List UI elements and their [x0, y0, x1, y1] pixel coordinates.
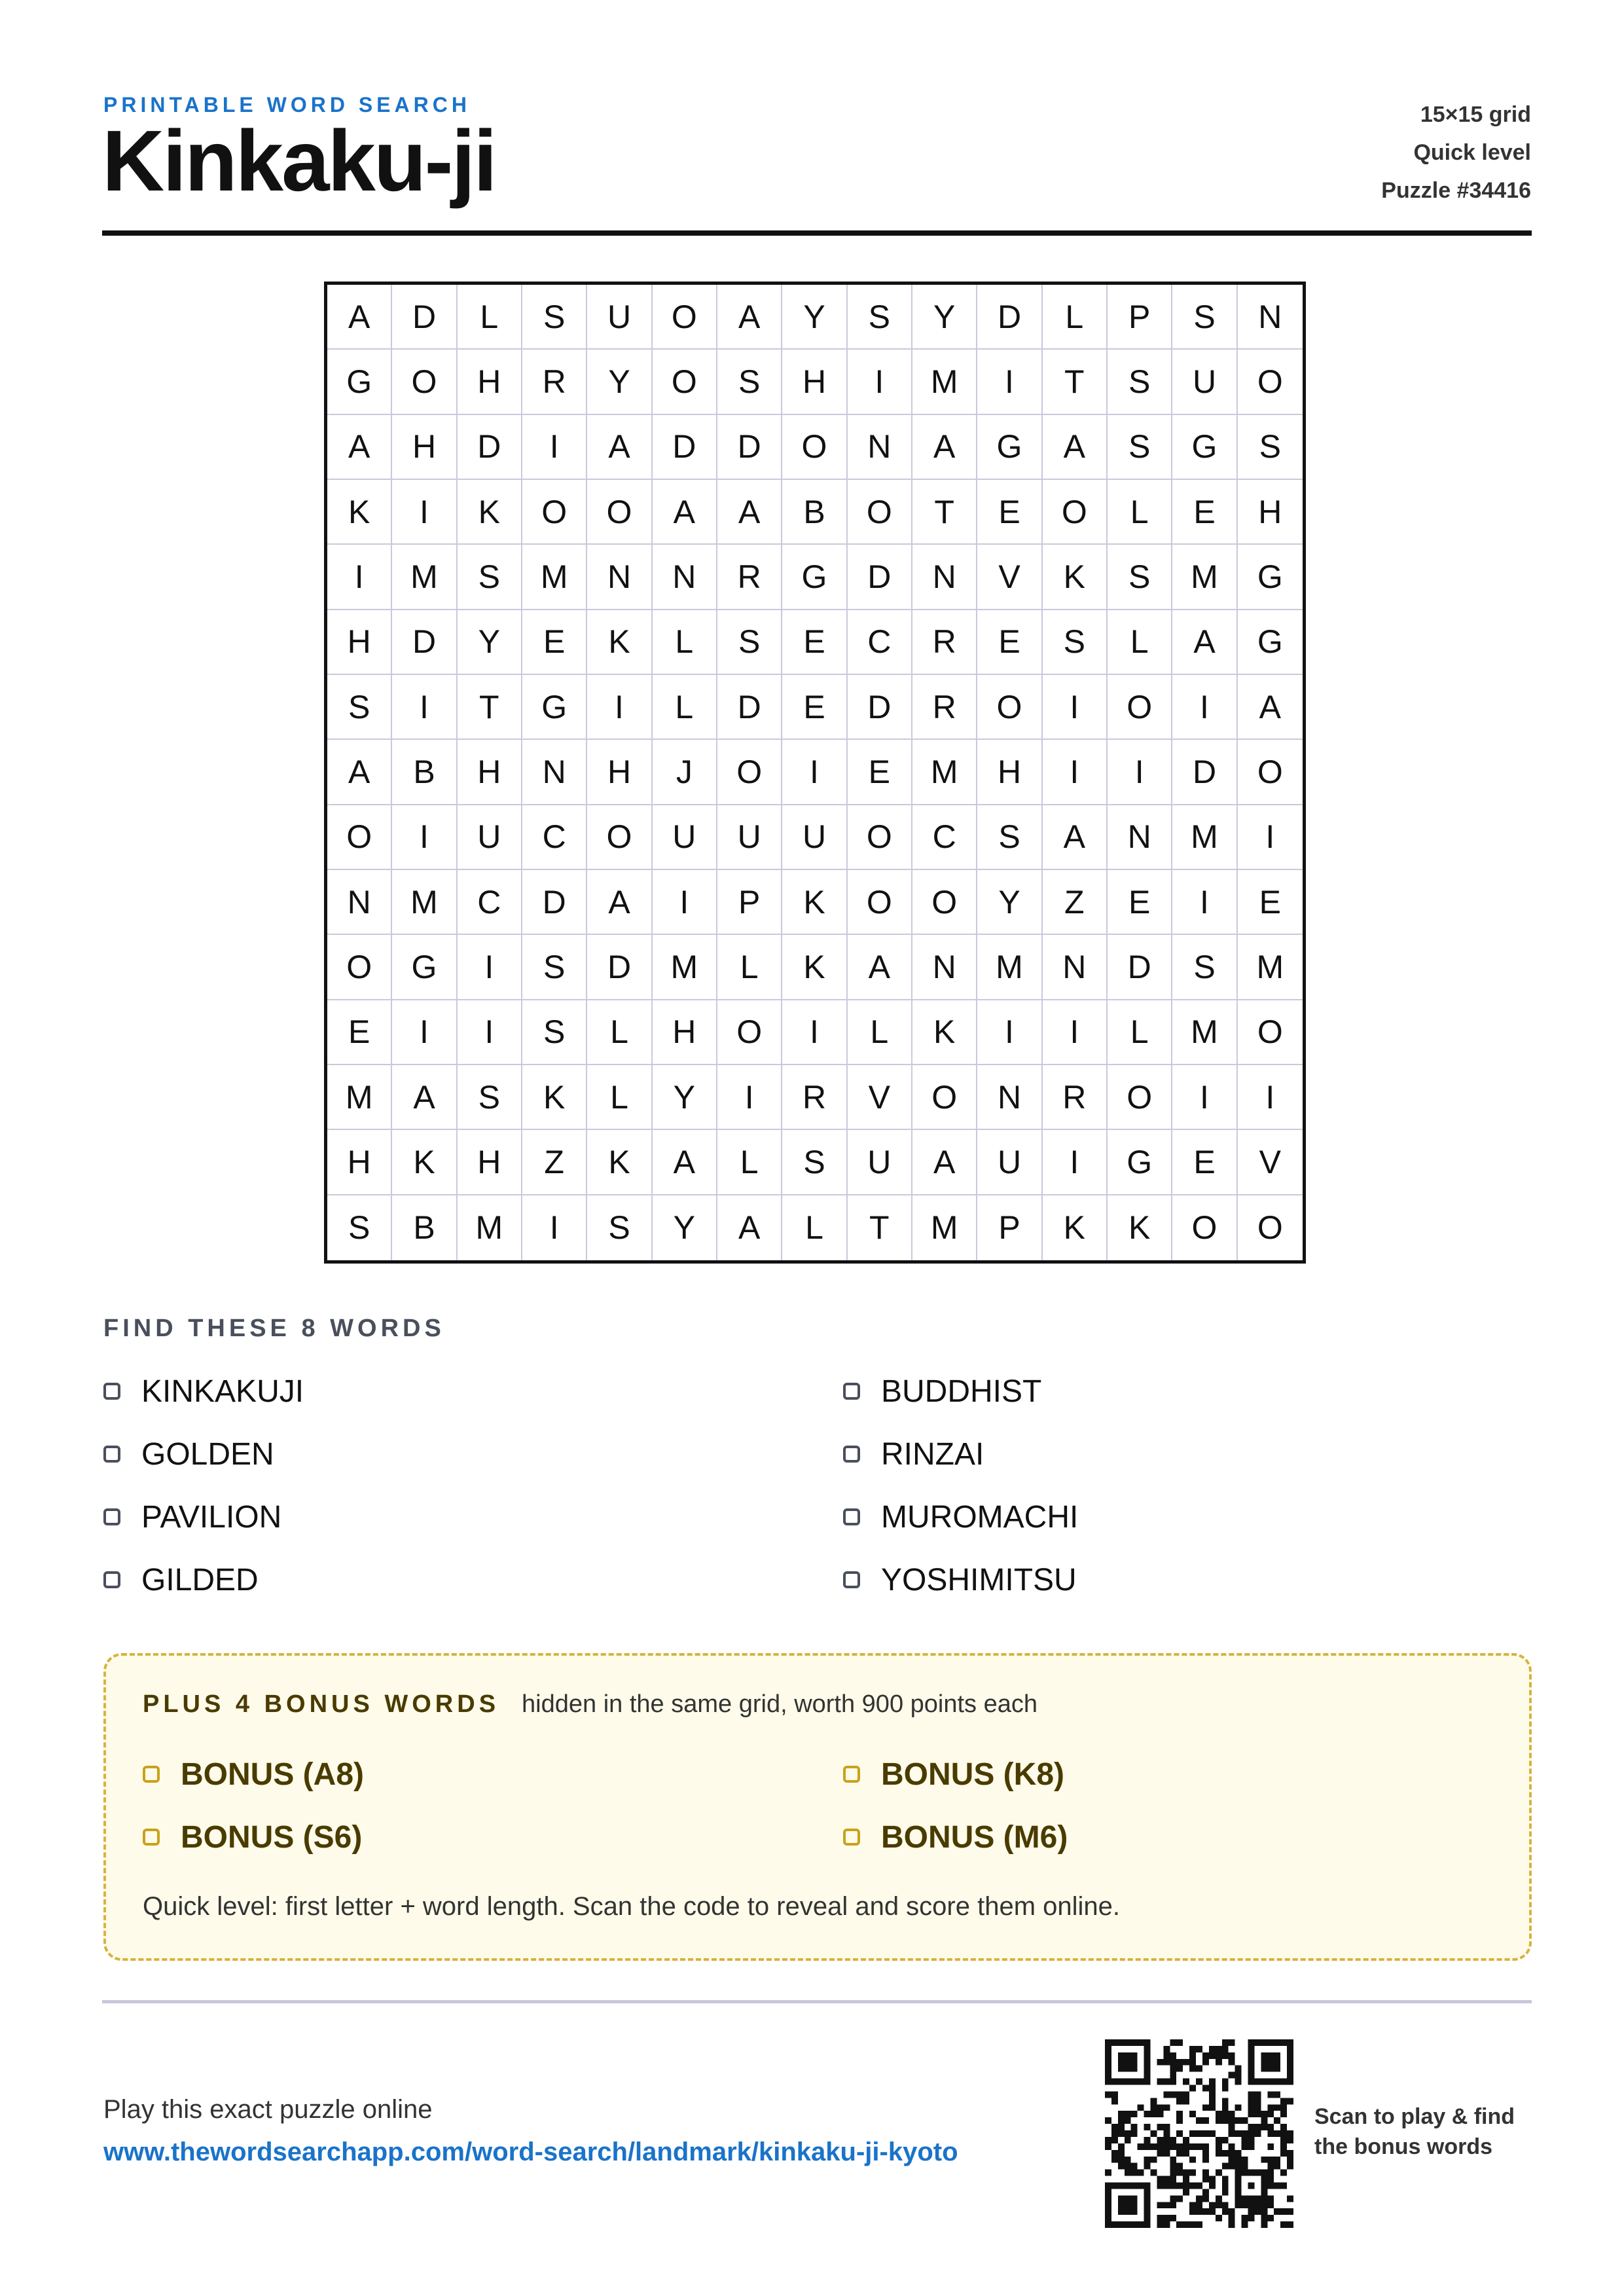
grid-cell[interactable]: M	[1238, 935, 1303, 1000]
grid-cell[interactable]: H	[392, 415, 457, 480]
grid-cell[interactable]: C	[912, 805, 977, 870]
grid-cell[interactable]: O	[848, 480, 912, 545]
grid-cell[interactable]: I	[458, 1000, 522, 1065]
word-item[interactable]	[103, 1497, 843, 1537]
grid-cell[interactable]: O	[653, 350, 717, 414]
grid-cell[interactable]: I	[653, 870, 717, 935]
grid-cell[interactable]: E	[327, 1000, 392, 1065]
grid-cell[interactable]: I	[977, 350, 1042, 414]
grid-cell[interactable]: V	[1238, 1130, 1303, 1195]
grid-cell[interactable]: O	[327, 935, 392, 1000]
grid-cell[interactable]: M	[392, 870, 457, 935]
grid-cell[interactable]: L	[587, 1065, 652, 1130]
puzzle-number: Puzzle #34416	[1381, 178, 1531, 203]
grid-cell[interactable]: I	[1172, 1065, 1237, 1130]
scan-caption-line-1: Scan to play & find	[1314, 2104, 1515, 2129]
grid-cell[interactable]: O	[1043, 480, 1108, 545]
grid-cell[interactable]: A	[1043, 805, 1108, 870]
grid-cell[interactable]: S	[1108, 415, 1172, 480]
grid-cell[interactable]: C	[848, 610, 912, 675]
grid-cell[interactable]: N	[848, 415, 912, 480]
bonus-word-text: BONUS (S6)	[181, 1819, 363, 1855]
word-item[interactable]	[103, 1372, 843, 1411]
page-kicker: PRINTABLE WORD SEARCH	[103, 93, 471, 117]
grid-cell[interactable]: A	[912, 415, 977, 480]
grid-cell[interactable]: I	[1172, 870, 1237, 935]
grid-cell[interactable]: A	[1172, 610, 1237, 675]
grid-cell[interactable]: D	[1108, 935, 1172, 1000]
word-item[interactable]	[843, 1434, 1533, 1474]
grid-cell[interactable]: L	[848, 1000, 912, 1065]
grid-cell[interactable]: H	[327, 610, 392, 675]
grid-cell[interactable]: O	[1238, 740, 1303, 805]
grid-cell[interactable]: O	[912, 870, 977, 935]
grid-cell[interactable]: A	[392, 1065, 457, 1130]
grid-cell[interactable]: A	[653, 480, 717, 545]
grid-cell[interactable]: I	[1043, 675, 1108, 740]
grid-cell[interactable]: S	[458, 545, 522, 610]
grid-cell[interactable]: S	[522, 285, 587, 350]
word-text: GILDED	[141, 1562, 259, 1597]
grid-cell[interactable]: G	[977, 415, 1042, 480]
grid-cell[interactable]: D	[587, 935, 652, 1000]
grid-cell[interactable]: U	[977, 1130, 1042, 1195]
grid-cell[interactable]: D	[848, 675, 912, 740]
grid-cell[interactable]: O	[1172, 1195, 1237, 1260]
word-text: MUROMACHI	[881, 1499, 1079, 1535]
bonus-header	[143, 1690, 1038, 1719]
checkbox-icon[interactable]	[843, 1383, 860, 1400]
grid-cell[interactable]: Y	[653, 1065, 717, 1130]
grid-cell[interactable]: D	[848, 545, 912, 610]
grid-cell[interactable]: S	[327, 675, 392, 740]
word-text: RINZAI	[881, 1436, 984, 1472]
grid-cell[interactable]: J	[653, 740, 717, 805]
checkbox-icon[interactable]	[143, 1829, 160, 1846]
play-online-label: Play this exact puzzle online	[103, 2095, 433, 2124]
checkbox-icon[interactable]	[103, 1508, 120, 1525]
checkbox-icon[interactable]	[103, 1383, 120, 1400]
bonus-word-text: BONUS (K8)	[881, 1757, 1065, 1792]
grid-cell[interactable]: N	[522, 740, 587, 805]
grid-cell[interactable]: A	[912, 1130, 977, 1195]
grid-cell[interactable]: G	[522, 675, 587, 740]
grid-cell[interactable]: M	[1172, 1000, 1237, 1065]
grid-cell[interactable]: A	[327, 740, 392, 805]
grid-cell[interactable]: S	[977, 805, 1042, 870]
grid-cell[interactable]: N	[912, 935, 977, 1000]
grid-cell[interactable]: U	[458, 805, 522, 870]
grid-cell[interactable]: R	[782, 1065, 847, 1130]
word-item[interactable]	[843, 1560, 1533, 1599]
grid-cell[interactable]: O	[1257, 1209, 1283, 1247]
grid-cell[interactable]: H	[977, 740, 1042, 805]
grid-cell[interactable]: O	[587, 805, 652, 870]
word-text: PAVILION	[141, 1499, 282, 1535]
grid-cell[interactable]: M	[1172, 805, 1237, 870]
bonus-word-item[interactable]	[843, 1817, 1504, 1857]
grid-cell[interactable]: Z	[522, 1130, 587, 1195]
grid-cell[interactable]: L	[1108, 1000, 1172, 1065]
grid-cell[interactable]: H	[587, 740, 652, 805]
letter-grid	[324, 282, 1306, 1264]
checkbox-icon[interactable]	[843, 1508, 860, 1525]
word-text: GOLDEN	[141, 1436, 274, 1472]
grid-cell[interactable]: L	[653, 610, 717, 675]
grid-cell[interactable]: G	[327, 350, 392, 414]
grid-cell[interactable]: H	[458, 1130, 522, 1195]
grid-cell[interactable]: Y	[912, 285, 977, 350]
grid-cell[interactable]: I	[1043, 740, 1108, 805]
word-item[interactable]	[103, 1560, 843, 1599]
grid-cell[interactable]: L	[717, 935, 782, 1000]
grid-cell[interactable]: A	[1238, 675, 1303, 740]
grid-cell[interactable]: R	[522, 350, 587, 414]
grid-cell[interactable]: E	[782, 675, 847, 740]
grid-cell[interactable]: K	[458, 480, 522, 545]
grid-cell[interactable]: I	[1172, 675, 1237, 740]
grid-cell[interactable]: D	[392, 610, 457, 675]
grid-cell[interactable]: D	[392, 285, 457, 350]
checkbox-icon[interactable]	[103, 1571, 120, 1588]
grid-cell[interactable]: G	[1172, 415, 1237, 480]
scan-caption-line-2: the bonus words	[1314, 2134, 1492, 2159]
word-text: KINKAKUJI	[141, 1374, 304, 1409]
grid-cell[interactable]: G	[392, 935, 457, 1000]
grid-cell[interactable]: U	[587, 285, 652, 350]
grid-cell[interactable]: A	[653, 1130, 717, 1195]
grid-cell[interactable]: E	[1108, 870, 1172, 935]
grid-cell[interactable]: K	[587, 610, 652, 675]
grid-cell[interactable]: O	[1108, 1065, 1172, 1130]
grid-cell[interactable]: S	[522, 1000, 587, 1065]
word-list-heading: FIND THESE 8 WORDS	[103, 1315, 445, 1342]
grid-cell[interactable]: R	[912, 675, 977, 740]
grid-cell[interactable]: I	[392, 1000, 457, 1065]
grid-cell[interactable]: K	[1043, 545, 1108, 610]
grid-cell[interactable]: K	[912, 1000, 977, 1065]
grid-cell[interactable]: I	[848, 350, 912, 414]
grid-cell[interactable]: E	[1172, 480, 1237, 545]
grid-cell[interactable]: S	[327, 1195, 392, 1260]
grid-cell[interactable]: T	[848, 1195, 912, 1260]
grid-cell[interactable]: K	[782, 870, 847, 935]
grid-cell[interactable]: M	[912, 740, 977, 805]
grid-cell[interactable]: I	[1108, 740, 1172, 805]
checkbox-icon[interactable]	[843, 1829, 860, 1846]
grid-cell[interactable]: L	[1108, 610, 1172, 675]
grid-cell[interactable]: E	[977, 480, 1042, 545]
bonus-note: Quick level: first letter + word length. Scan the code to reveal and score them online.	[143, 1892, 1121, 1921]
grid-cell[interactable]: P	[977, 1195, 1042, 1260]
bonus-word-item[interactable]	[843, 1755, 1504, 1794]
grid-cell[interactable]: O	[912, 1065, 977, 1130]
grid-cell[interactable]: L	[587, 1000, 652, 1065]
grid-cell[interactable]: L	[1108, 480, 1172, 545]
grid-cell[interactable]: I	[392, 480, 457, 545]
word-text: YOSHIMITSU	[881, 1562, 1077, 1597]
grid-cell[interactable]: Y	[458, 610, 522, 675]
grid-cell[interactable]: L	[782, 1195, 847, 1260]
header-divider	[102, 230, 1532, 236]
scan-caption	[1314, 2102, 1515, 2162]
grid-cell[interactable]: S	[1043, 610, 1108, 675]
grid-cell[interactable]: G	[1238, 545, 1303, 610]
grid-cell[interactable]: D	[653, 415, 717, 480]
grid-cell[interactable]: S	[1108, 350, 1172, 414]
grid-cell[interactable]: I	[392, 805, 457, 870]
grid-cell[interactable]: I	[458, 935, 522, 1000]
grid-cell[interactable]: D	[1172, 740, 1237, 805]
bonus-word-text: BONUS (A8)	[181, 1757, 365, 1792]
grid-cell[interactable]: O	[848, 870, 912, 935]
grid-cell[interactable]: S	[587, 1195, 652, 1260]
checkbox-icon[interactable]	[843, 1766, 860, 1783]
grid-cell[interactable]: A	[327, 285, 392, 350]
grid-cell[interactable]: O	[977, 675, 1042, 740]
grid-cell[interactable]: A	[587, 870, 652, 935]
grid-cell[interactable]: H	[327, 1130, 392, 1195]
grid-cell[interactable]: Y	[782, 285, 847, 350]
grid-cell[interactable]: N	[587, 545, 652, 610]
grid-cell[interactable]: R	[1043, 1065, 1108, 1130]
grid-cell[interactable]: M	[522, 545, 587, 610]
grid-cell[interactable]: I	[977, 1000, 1042, 1065]
grid-cell[interactable]: A	[717, 1195, 782, 1260]
grid-cell[interactable]: L	[1043, 285, 1108, 350]
grid-cell[interactable]: D	[977, 285, 1042, 350]
grid-cell[interactable]: I	[522, 1195, 587, 1260]
grid-cell[interactable]: S	[458, 1065, 522, 1130]
grid-cell[interactable]: Z	[1043, 870, 1108, 935]
grid-cell[interactable]: E	[522, 610, 587, 675]
grid-cell[interactable]: P	[1108, 285, 1172, 350]
grid-cell[interactable]: M	[458, 1195, 522, 1260]
grid-cell[interactable]: O	[327, 805, 392, 870]
word-text: BUDDHIST	[881, 1374, 1042, 1409]
grid-cell[interactable]: O	[717, 740, 782, 805]
grid-cell[interactable]: O	[782, 415, 847, 480]
bonus-word-text: BONUS (M6)	[881, 1819, 1068, 1855]
footer-divider	[102, 2000, 1532, 2003]
grid-cell[interactable]: U	[782, 805, 847, 870]
grid-cell[interactable]: I	[522, 415, 587, 480]
grid-cell[interactable]: T	[1043, 350, 1108, 414]
grid-cell[interactable]: S	[1108, 545, 1172, 610]
grid-cell[interactable]: B	[392, 740, 457, 805]
grid-cell[interactable]: G	[1238, 610, 1303, 675]
grid-cell[interactable]: R	[912, 610, 977, 675]
grid-cell[interactable]: A	[717, 285, 782, 350]
grid-cell[interactable]: I	[1043, 1130, 1108, 1195]
grid-size-label: 15×15 grid	[1420, 102, 1531, 127]
grid-cell[interactable]: Y	[587, 350, 652, 414]
grid-cell[interactable]: R	[717, 545, 782, 610]
grid-cell[interactable]: K	[392, 1130, 457, 1195]
grid-cell[interactable]: S	[782, 1130, 847, 1195]
grid-cell[interactable]: O	[522, 480, 587, 545]
grid-cell[interactable]: K	[587, 1130, 652, 1195]
grid-cell[interactable]: Y	[653, 1195, 717, 1260]
grid-cell[interactable]: A	[848, 935, 912, 1000]
grid-cell[interactable]: H	[458, 350, 522, 414]
grid-cell[interactable]: H	[782, 350, 847, 414]
grid-cell[interactable]: I	[1238, 1065, 1303, 1130]
grid-cell[interactable]: I	[782, 1000, 847, 1065]
grid-cell[interactable]: N	[977, 1065, 1042, 1130]
grid-cell[interactable]: B	[782, 480, 847, 545]
checkbox-icon[interactable]	[103, 1446, 120, 1463]
word-list	[103, 1372, 1533, 1599]
grid-cell[interactable]: M	[912, 350, 977, 414]
grid-cell[interactable]: A	[717, 480, 782, 545]
grid-cell[interactable]: I	[1238, 805, 1303, 870]
grid-cell[interactable]: M	[392, 545, 457, 610]
grid-cell[interactable]: K	[327, 480, 392, 545]
grid-cell[interactable]: O	[848, 805, 912, 870]
grid-cell[interactable]: O	[1238, 350, 1303, 414]
grid-cell[interactable]: K	[1043, 1195, 1108, 1260]
grid-cell[interactable]: N	[327, 870, 392, 935]
grid-cell[interactable]: A	[1043, 415, 1108, 480]
grid-cell[interactable]: G	[1108, 1130, 1172, 1195]
grid-cell[interactable]: H	[458, 740, 522, 805]
grid-cell[interactable]: D	[717, 415, 782, 480]
grid-cell[interactable]: Y	[977, 870, 1042, 935]
grid-cell[interactable]: S	[717, 610, 782, 675]
grid-cell[interactable]: N	[912, 545, 977, 610]
grid-cell[interactable]: E	[977, 610, 1042, 675]
grid-cell[interactable]: V	[848, 1065, 912, 1130]
grid-cell[interactable]: O	[717, 1000, 782, 1065]
grid-cell[interactable]: C	[522, 805, 587, 870]
puzzle-meta	[1381, 96, 1531, 210]
grid-cell[interactable]: N	[1043, 935, 1108, 1000]
grid-cell[interactable]: K	[522, 1065, 587, 1130]
grid-cell[interactable]: U	[653, 805, 717, 870]
grid-cell[interactable]: D	[458, 415, 522, 480]
bonus-word-item[interactable]	[143, 1817, 843, 1857]
grid-cell[interactable]: D	[522, 870, 587, 935]
grid-cell[interactable]: U	[717, 805, 782, 870]
grid-cell[interactable]: V	[977, 545, 1042, 610]
checkbox-icon[interactable]	[843, 1446, 860, 1463]
grid-cell[interactable]: I	[1043, 1000, 1108, 1065]
grid-cell[interactable]: U	[848, 1130, 912, 1195]
grid-cell[interactable]: U	[1172, 350, 1237, 414]
grid-cell[interactable]: N	[1108, 805, 1172, 870]
grid-cell[interactable]: I	[392, 675, 457, 740]
qr-code-icon[interactable]	[1105, 2039, 1293, 2228]
grid-cell[interactable]: M	[327, 1065, 392, 1130]
grid-cell[interactable]: I	[327, 545, 392, 610]
grid-cell[interactable]: S	[522, 935, 587, 1000]
grid-cell[interactable]: A	[587, 415, 652, 480]
grid-cell[interactable]: T	[458, 675, 522, 740]
grid-cell[interactable]: S	[717, 350, 782, 414]
bonus-subtitle: hidden in the same grid, worth 900 points each	[522, 1690, 1038, 1718]
grid-cell[interactable]: K	[1108, 1195, 1172, 1260]
grid-cell[interactable]: N	[653, 545, 717, 610]
word-item[interactable]	[843, 1372, 1533, 1411]
bonus-word-list	[143, 1755, 1504, 1857]
grid-cell[interactable]: B	[392, 1195, 457, 1260]
bonus-word-item[interactable]	[143, 1755, 843, 1794]
puzzle-link[interactable]: www.thewordsearchapp.com/word-search/landmark/kinkaku-ji-kyoto	[103, 2138, 958, 2166]
grid-cell[interactable]: I	[587, 675, 652, 740]
word-item[interactable]	[103, 1434, 843, 1474]
grid-cell[interactable]: L	[458, 285, 522, 350]
grid-cell[interactable]: O	[1238, 1000, 1303, 1065]
grid-cell[interactable]: E	[1238, 870, 1303, 935]
grid-cell[interactable]: C	[458, 870, 522, 935]
grid-cell[interactable]: S	[848, 285, 912, 350]
grid-cell[interactable]: A	[327, 415, 392, 480]
level-label: Quick level	[1413, 140, 1531, 165]
grid-cell[interactable]: M	[977, 935, 1042, 1000]
grid-cell[interactable]: P	[717, 870, 782, 935]
grid-cell[interactable]: S	[1238, 415, 1303, 480]
grid-cell[interactable]: O	[653, 285, 717, 350]
grid-cell[interactable]: O	[587, 480, 652, 545]
page-title: Kinkaku-ji	[102, 113, 496, 209]
grid-cell[interactable]: K	[782, 935, 847, 1000]
grid-cell[interactable]: M	[1172, 545, 1237, 610]
grid-cell[interactable]: I	[717, 1065, 782, 1130]
grid-cell[interactable]: L	[717, 1130, 782, 1195]
grid-cell[interactable]: G	[782, 545, 847, 610]
grid-cell[interactable]: H	[653, 1000, 717, 1065]
grid-cell[interactable]: E	[848, 740, 912, 805]
checkbox-icon[interactable]	[143, 1766, 160, 1783]
grid-cell[interactable]: M	[653, 935, 717, 1000]
grid-cell[interactable]: E	[782, 610, 847, 675]
grid-cell[interactable]: O	[1108, 675, 1172, 740]
grid-cell[interactable]: N	[1238, 285, 1303, 350]
grid-cell[interactable]: D	[717, 675, 782, 740]
grid-cell[interactable]: T	[912, 480, 977, 545]
grid-cell[interactable]: O	[392, 350, 457, 414]
grid-cell[interactable]: S	[1172, 935, 1237, 1000]
grid-cell[interactable]: I	[782, 740, 847, 805]
grid-cell[interactable]: E	[1172, 1130, 1237, 1195]
grid-cell[interactable]: L	[653, 675, 717, 740]
grid-cell[interactable]: H	[1238, 480, 1303, 545]
bonus-title: PLUS 4 BONUS WORDS	[143, 1690, 500, 1718]
word-item[interactable]	[843, 1497, 1533, 1537]
grid-cell[interactable]: S	[1172, 285, 1237, 350]
grid-cell[interactable]: M	[912, 1195, 977, 1260]
checkbox-icon[interactable]	[843, 1571, 860, 1588]
